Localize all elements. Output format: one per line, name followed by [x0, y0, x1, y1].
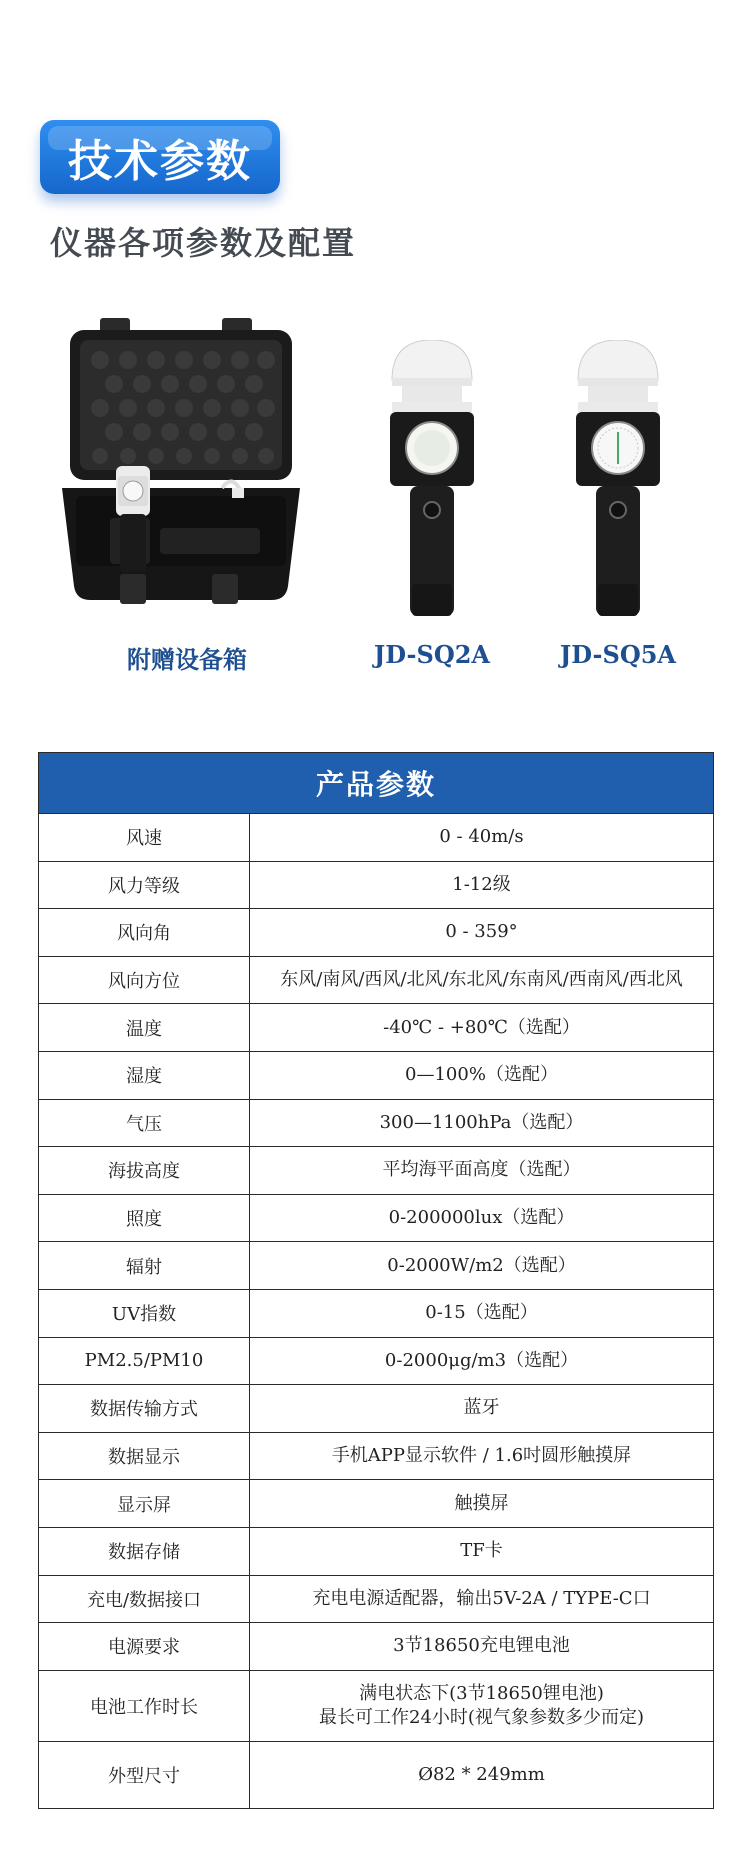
caption-jd-sq5a: JD-SQ5A — [559, 640, 677, 669]
badge-title: 技术参数 — [68, 136, 252, 187]
param-name: 电源要求 — [39, 1623, 250, 1670]
param-name: 风力等级 — [39, 862, 250, 909]
param-value: 0—100%（选配） — [405, 1064, 558, 1086]
param-value: 3节18650充电锂电池 — [393, 1635, 570, 1657]
section-title-badge — [40, 120, 280, 194]
device-jd-sq5a-image — [568, 340, 668, 620]
caption-carrying-case: 附赠设备箱 — [127, 645, 247, 674]
parameter-table — [38, 752, 714, 1809]
param-value: 0-2000μg/m3（选配） — [384, 1349, 579, 1371]
table-row — [39, 1241, 713, 1289]
page-subtitle: 仪器各项参数及配置 — [50, 224, 357, 262]
param-value: 1-12级 — [452, 873, 511, 895]
table-row — [39, 1432, 713, 1480]
param-name: 照度 — [39, 1195, 250, 1242]
table-row — [39, 813, 713, 861]
table-row — [39, 1146, 713, 1194]
table-row — [39, 1479, 713, 1527]
param-name: 风向方位 — [39, 957, 250, 1004]
param-name: 外型尺寸 — [39, 1742, 250, 1808]
table-row — [39, 1527, 713, 1575]
table-row — [39, 1575, 713, 1623]
param-value-line-2: 最长可工作24小时(视气象参数多少而定) — [319, 1706, 644, 1728]
table-row — [39, 956, 713, 1004]
param-value: -40℃ - +80℃（选配） — [383, 1016, 580, 1038]
table-row — [39, 1622, 713, 1670]
carrying-case-image — [62, 318, 300, 618]
param-value-line-1: 满电状态下(3节18650锂电池) — [359, 1682, 604, 1704]
param-value: 0 - 359° — [445, 921, 518, 943]
param-name: 风速 — [39, 814, 250, 861]
param-name: UV指数 — [39, 1290, 250, 1337]
param-name: 温度 — [39, 1004, 250, 1051]
param-value: 东风/南风/西风/北风/东北风/东南风/西南风/西北风 — [280, 969, 683, 991]
param-name: PM2.5/PM10 — [39, 1338, 250, 1385]
table-row — [39, 1670, 713, 1741]
param-value: 0 - 40m/s — [439, 826, 524, 848]
param-value: 平均海平面高度（选配） — [382, 1159, 581, 1181]
param-value: Ø82 * 249mm — [418, 1763, 545, 1785]
table-title: 产品参数 — [39, 753, 713, 813]
param-name: 充电/数据接口 — [39, 1576, 250, 1623]
param-value: 0-200000lux（选配） — [388, 1207, 575, 1229]
table-row — [39, 1384, 713, 1432]
param-name: 海拔高度 — [39, 1147, 250, 1194]
param-value: 触摸屏 — [454, 1492, 509, 1514]
param-value: 300—1100hPa（选配） — [379, 1111, 584, 1133]
param-name: 湿度 — [39, 1052, 250, 1099]
param-name: 电池工作时长 — [39, 1671, 250, 1741]
table-row — [39, 1337, 713, 1385]
param-name: 气压 — [39, 1100, 250, 1147]
param-value — [250, 1671, 713, 1741]
table-row — [39, 1051, 713, 1099]
param-name: 数据存储 — [39, 1528, 250, 1575]
table-row — [39, 1741, 713, 1808]
table-row — [39, 1289, 713, 1337]
param-value: 0-15（选配） — [425, 1302, 538, 1324]
param-value: TF卡 — [460, 1540, 503, 1562]
param-name: 风向角 — [39, 909, 250, 956]
param-value: 手机APP显示软件 / 1.6吋圆形触摸屏 — [331, 1445, 632, 1467]
param-value: 0-2000W/m2（选配） — [387, 1254, 576, 1276]
caption-jd-sq2a: JD-SQ2A — [373, 640, 491, 669]
table-row — [39, 1003, 713, 1051]
param-value: 充电电源适配器，输出5V-2A / TYPE-C口 — [312, 1587, 651, 1609]
table-row — [39, 1194, 713, 1242]
param-name: 数据传输方式 — [39, 1385, 250, 1432]
param-name: 辐射 — [39, 1242, 250, 1289]
param-value: 蓝牙 — [463, 1397, 500, 1419]
param-name: 数据显示 — [39, 1433, 250, 1480]
device-jd-sq2a-image — [382, 340, 482, 620]
table-row — [39, 1099, 713, 1147]
table-row — [39, 861, 713, 909]
param-name: 显示屏 — [39, 1480, 250, 1527]
table-row — [39, 908, 713, 956]
